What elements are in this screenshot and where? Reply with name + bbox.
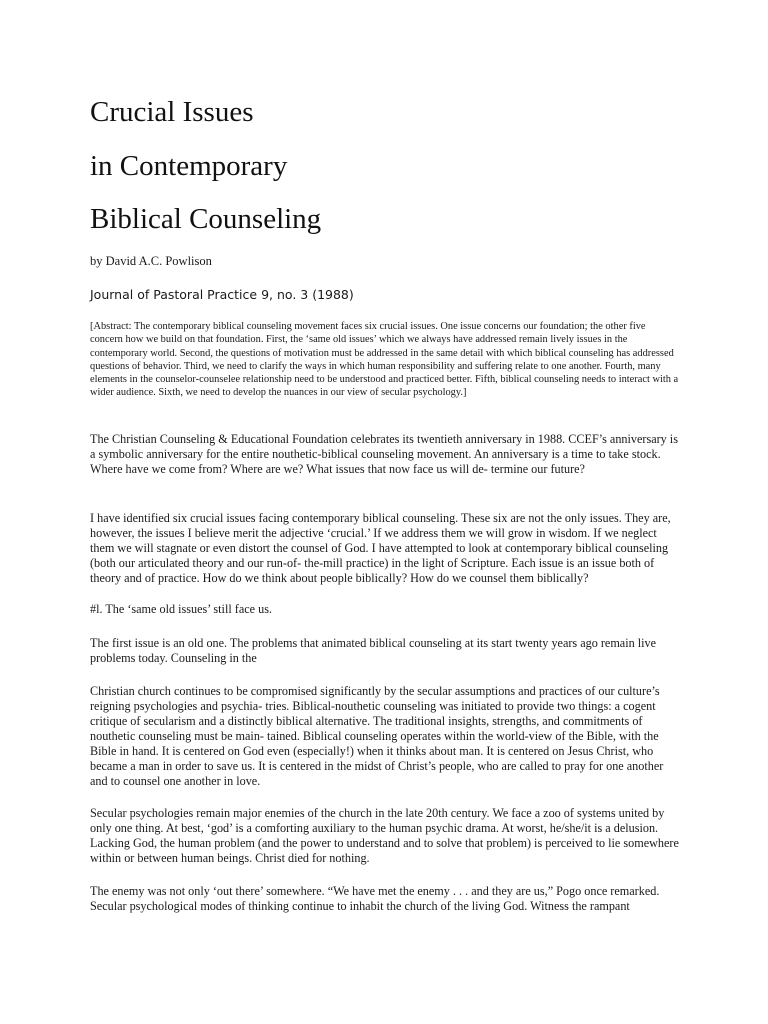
- author-byline: by David A.C. Powlison: [90, 254, 212, 268]
- paragraph: Secular psychologies remain major enemies of the church in the late 20th century. We face a zoo of systems united by only one thing. At best, ‘god’ is a comforting auxiliary to the human psychic drama. At worst, he/she/it is a delusion. Lacking God, the human problem (and the power to understand and to solve that problem) is perceived to lie somewhere within or between human beings. Christ died for nothing.: [90, 806, 679, 865]
- section-heading: #l. The ‘same old issues’ still face us.: [90, 602, 272, 616]
- title-line-2: in Contemporary: [90, 150, 288, 182]
- paragraph: Christian church continues to be compromised significantly by the secular assumptions and practices of our culture’s reigning psychologies and psychia- tries. Biblical-nouthetic counseling was initiated to provide two things: a cogent critique of secularism and a distinctly biblical alternative. The traditional insights, strengths, and commitments of nouthetic counseling must be main- tained. Biblical counseling operates within the world-view of the Bible, with the Bible in hand. It is centered on God even (especially!) when it thinks about man. It is centered on Jesus Christ, who became a man in order to save us. It is centered in the midst of Christ’s people, who are called to pray for one another and to counsel one another in love.: [90, 684, 664, 788]
- abstract: [Abstract: The contemporary biblical counseling movement faces six crucial issues. One issue concerns our foundation; the other five concern how we build on that foundation. First, the ‘same old issues’ which we always have addressed remain lively issues in the contemporary world. Second, the questions of motivation must be addressed in the same detail with which biblical counseling has addressed questions of behavior. Third, we need to clarify the ways in which human responsibility and suffering relate to one another. Fourth, many elements in the counselor-counselee relationship need to be understood and practiced better. Fifth, biblical counseling needs to interact with a wider audience. Sixth, we need to develop the nuances in our view of secular psychology.]: [90, 321, 679, 399]
- paragraph: The first issue is an old one. The problems that animated biblical counseling at its start twenty years ago remain live problems today. Counseling in the: [90, 636, 657, 665]
- paragraph: The enemy was not only ‘out there’ somewhere. “We have met the enemy . . . and they are us,” Pogo once remarked. Secular psychological modes of thinking continue to inhabit the church of the living God. Witness the rampant: [90, 884, 660, 913]
- paragraph: I have identified six crucial issues facing contemporary biblical counseling. These six are not the only issues. They are, however, the issues I believe merit the adjective ‘crucial.’ If we address them we will grow in wisdom. If we neglect them we will stagnate or even distort the counsel of God. I have attempted to look at contemporary biblical counseling (both our articulated theory and our run-of- the-mill practice) in the light of Scripture. Each issue is an issue both of theory and of practice. How do we think about people biblically? How do we counsel them biblically?: [90, 511, 671, 585]
- title-line-1: Crucial Issues: [90, 96, 254, 128]
- journal-citation: Journal of Pastoral Practice 9, no. 3 (1988): [90, 287, 354, 302]
- title-line-3: Biblical Counseling: [90, 203, 322, 235]
- paragraph: The Christian Counseling & Educational Foundation celebrates its twentieth anniversary in 1988. CCEF’s anniversary is a symbolic anniversary for the entire nouthetic-biblical counseling movement. An anniversary is a time to take stock. Where have we come from? Where are we? What issues that now face us will de- termine our future?: [90, 432, 678, 476]
